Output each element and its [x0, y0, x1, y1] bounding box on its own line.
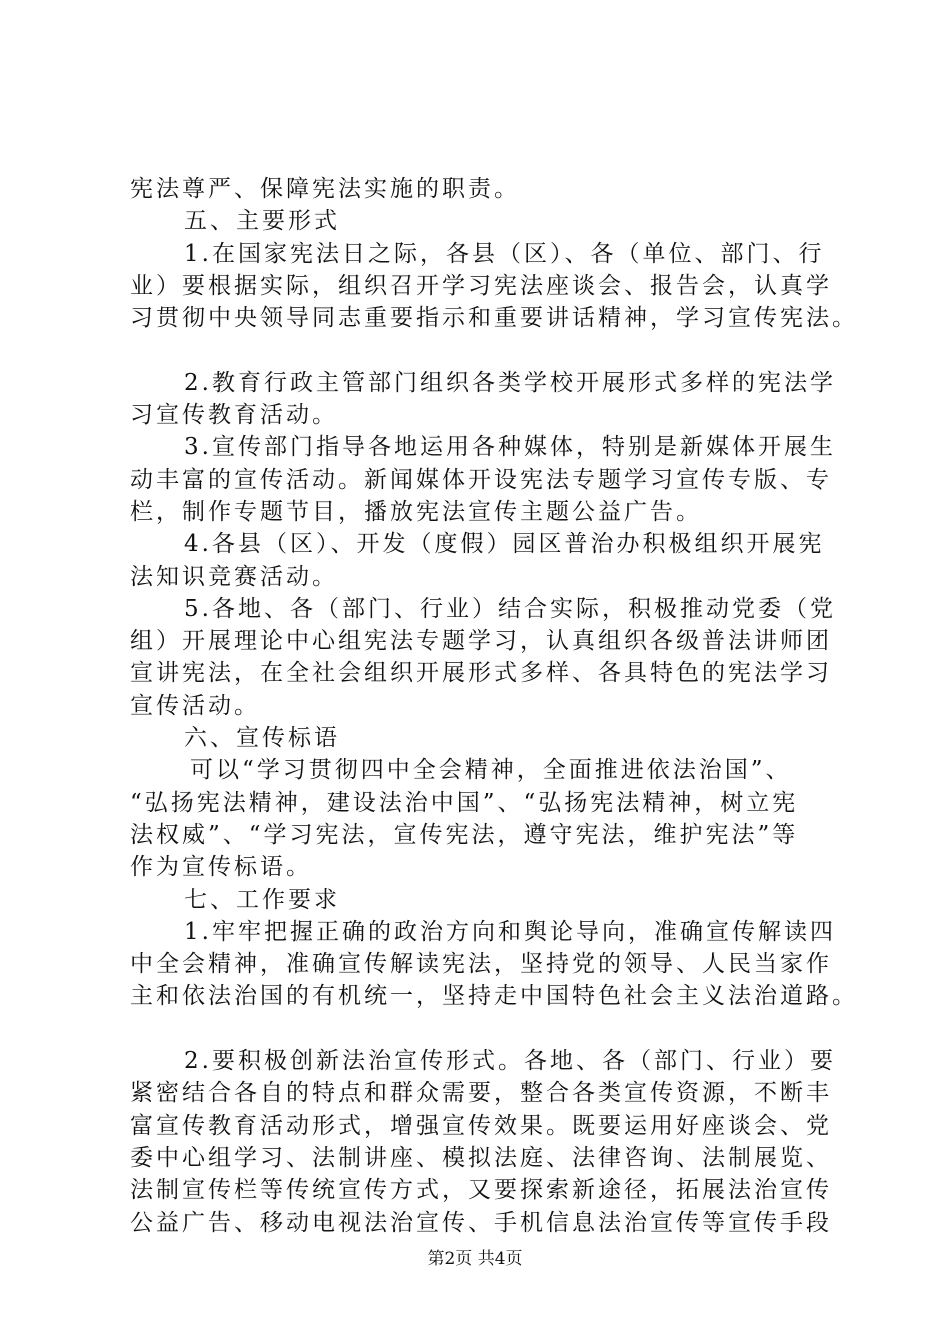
text-line: 1.牢牢把握正确的政治方向和舆论导向，准确宣传解读四	[184, 918, 836, 945]
text-line: 公益广告、移动电视法治宣传、手机信息法治宣传等宣传手段	[130, 1209, 832, 1236]
text-line: 富宣传教育活动形式，增强宣传效果。既要运用好座谈会、党	[130, 1112, 832, 1139]
section-heading: 六、宣传标语	[184, 725, 340, 752]
text-line: 法权威”、“学习宪法，宣传宪法，遵守宪法，维护宪法”等	[130, 821, 799, 848]
text-line: “弘扬宪法精神，建设法治中国”、“弘扬宪法精神，树立宪	[130, 789, 799, 816]
text-line: 动丰富的宣传活动。新闻媒体开设宪法专题学习宣传专版、专	[130, 466, 832, 493]
text-line: 2.教育行政主管部门组织各类学校开展形式多样的宪法学	[184, 369, 836, 396]
text-line: 宣传活动。	[130, 692, 260, 719]
text-line: 4.各县（区）、开发（度假）园区普治办积极组织开展宪	[184, 531, 825, 558]
text-line: 可以“学习贯彻四中全会精神，全面推进依法治国”、	[190, 757, 792, 784]
text-line: 1.在国家宪法日之际，各县（区）、各（单位、部门、行	[184, 240, 825, 267]
text-line: 主和依法治国的有机统一，坚持走中国特色社会主义法治道路。	[130, 983, 858, 1010]
text-line: 2.要积极创新法治宣传形式。各地、各（部门、行业）要	[184, 1048, 836, 1075]
text-line: 委中心组学习、法制讲座、模拟法庭、法律咨询、法制展览、	[130, 1144, 832, 1171]
blank-line	[130, 1013, 852, 1045]
text-line: 业）要根据实际，组织召开学习宪法座谈会、报告会，认真学	[130, 272, 832, 299]
text-line: 宣讲宪法，在全社会组织开展形式多样、各具特色的宪法学习	[130, 660, 832, 687]
blank-line	[130, 334, 852, 366]
text-line: 习贯彻中央领导同志重要指示和重要讲话精神，学习宣传宪法。	[130, 305, 858, 332]
section-heading: 五、主要形式	[184, 208, 340, 235]
text-line: 紧密结合各自的特点和群众需要，整合各类宣传资源，不断丰	[130, 1080, 832, 1107]
text-line: 作为宣传标语。	[130, 854, 312, 881]
text-line: 法制宣传栏等传统宣传方式，又要探索新途径，拓展法治宣传	[130, 1177, 832, 1204]
text-line: 宪法尊严、保障宪法实施的职责。	[130, 176, 520, 202]
text-line: 习宣传教育活动。	[130, 402, 338, 429]
text-line: 中全会精神，准确宣传解读宪法，坚持党的领导、人民当家作	[130, 951, 832, 978]
text-line: 3.宣传部门指导各地运用各种媒体，特别是新媒体开展生	[184, 434, 836, 461]
section-heading: 七、工作要求	[184, 886, 340, 913]
text-line: 法知识竞赛活动。	[130, 563, 338, 590]
text-line: 5.各地、各（部门、行业）结合实际，积极推动党委（党	[184, 595, 836, 622]
page-number: 第2页 共4页	[427, 1249, 523, 1269]
document-body	[130, 173, 858, 1239]
text-line: 栏，制作专题节目，播放宪法宣传主题公益广告。	[130, 498, 702, 525]
text-line: 组）开展理论中心组宪法专题学习，认真组织各级普法讲师团	[130, 628, 832, 655]
